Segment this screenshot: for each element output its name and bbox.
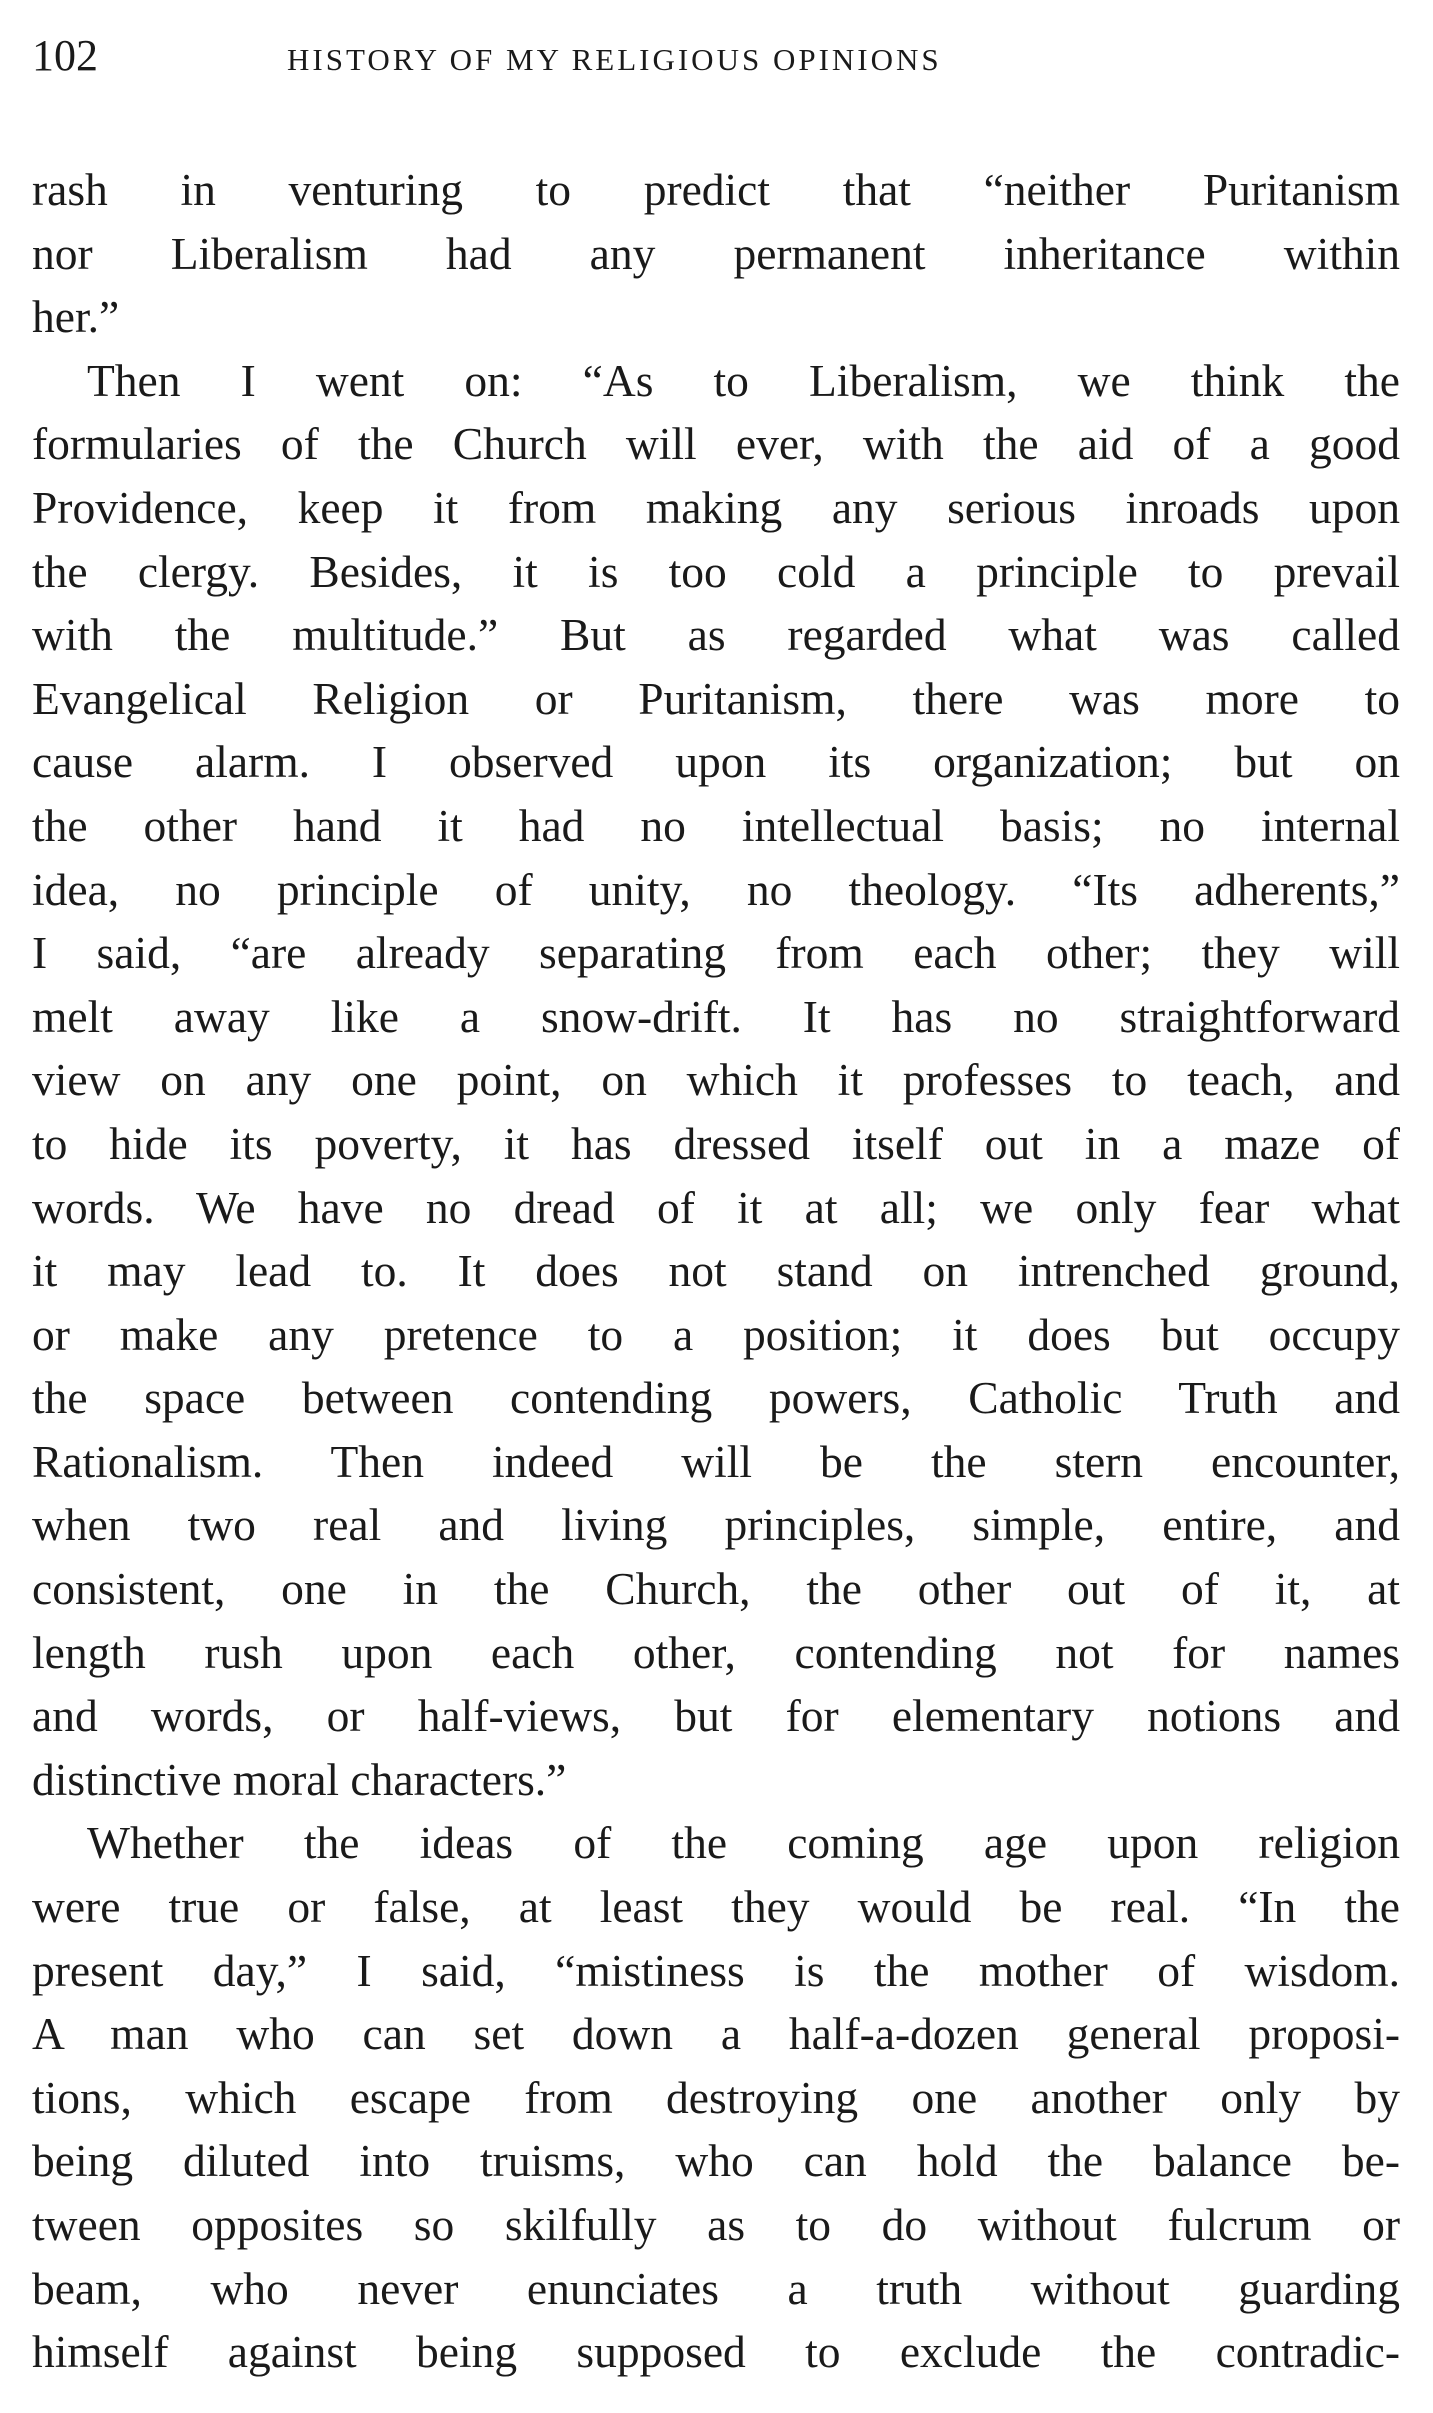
paragraph-3 [32, 1811, 1400, 2383]
running-title: HISTORY OF MY RELIGIOUS OPINIONS [287, 42, 942, 77]
text-line: or make any pretence to a position; it does but occupy [32, 1308, 1400, 1360]
text-line: beam, who never enunciates a truth without guarding [32, 2262, 1400, 2314]
text-line: Evangelical Religion or Puritanism, there was more to [32, 672, 1400, 724]
text-line: and words, or half-views, but for elementary notions and [32, 1690, 1400, 1742]
text-line: rash in venturing to predict that “neither Puritanism [32, 164, 1400, 215]
text-line: distinctive moral characters.” [32, 1753, 567, 1805]
text-line: her.” [32, 291, 120, 343]
running-head [32, 20, 1400, 90]
text-line: Providence, keep it from making any serious inroads upon [32, 481, 1400, 533]
text-line: nor Liberalism had any permanent inheritance within [32, 227, 1400, 279]
text-line: A man who can set down a half-a-dozen general proposi- [32, 2008, 1400, 2060]
text-line: Then I went on: “As to Liberalism, we think the [87, 354, 1400, 406]
text-line: I said, “are already separating from each other; they will [32, 927, 1400, 979]
text-line: idea, no principle of unity, no theology. “Its adherents,” [32, 863, 1400, 915]
page-number: 102 [32, 31, 98, 80]
text-line: melt away like a snow-drift. It has no straightforward [32, 990, 1400, 1042]
body-text [32, 158, 1400, 2384]
text-line: to hide its poverty, it has dressed itself out in a maze of [32, 1117, 1400, 1169]
text-line: when two real and living principles, simple, entire, and [32, 1499, 1400, 1551]
text-line: consistent, one in the Church, the other out of it, at [32, 1563, 1400, 1615]
text-line: the other hand it had no intellectual basis; no internal [32, 799, 1400, 851]
book-page [32, 20, 1400, 2384]
paragraph-2 [32, 349, 1400, 1812]
text-line: tween opposites so skilfully as to do without fulcrum or [32, 2199, 1400, 2250]
text-line: Whether the ideas of the coming age upon religion [87, 1817, 1400, 1869]
text-line: himself against being supposed to exclude the contradic- [32, 2326, 1400, 2378]
paragraph-1 [32, 158, 1400, 349]
text-line: it may lead to. It does not stand on intrenched ground, [32, 1245, 1400, 1297]
text-line: with the multitude.” But as regarded what was called [32, 609, 1400, 661]
text-line: view on any one point, on which it professes to teach, and [32, 1054, 1400, 1106]
text-line: being diluted into truisms, who can hold the balance be- [32, 2135, 1400, 2187]
text-line: were true or false, at least they would be real. “In the [32, 1881, 1400, 1933]
text-line: Rationalism. Then indeed will be the stern encounter, [32, 1435, 1400, 1487]
text-line: tions, which escape from destroying one another only by [32, 2071, 1400, 2123]
text-line: the space between contending powers, Catholic Truth and [32, 1372, 1400, 1424]
text-line: present day,” I said, “mistiness is the mother of wisdom. [32, 1944, 1400, 1996]
text-line: words. We have no dread of it at all; we only fear what [32, 1181, 1400, 1233]
text-line: the clergy. Besides, it is too cold a principle to prevail [32, 545, 1400, 597]
text-line: length rush upon each other, contending not for names [32, 1626, 1400, 1678]
text-line: cause alarm. I observed upon its organization; but on [32, 736, 1400, 788]
text-line: formularies of the Church will ever, with the aid of a good [32, 418, 1400, 470]
